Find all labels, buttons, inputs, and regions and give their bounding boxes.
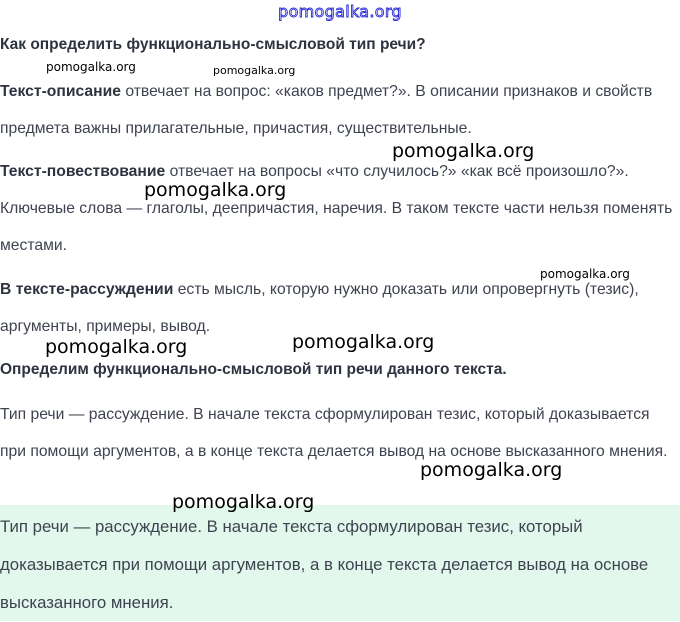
- description-term: Текст-описание: [0, 83, 121, 100]
- reasoning-text: есть мысль, которую нужно доказать или опровергнуть (тезис), аргументы, примеры, вывод.: [0, 281, 639, 335]
- watermark: pomogalka.org: [144, 179, 287, 201]
- narration-term: Текст-повествование: [0, 163, 166, 180]
- watermark: pomogalka.org: [392, 140, 535, 162]
- task-heading: Определим функционально-смысловой тип речи данного текста.: [0, 361, 507, 378]
- description-paragraph: [0, 73, 676, 147]
- watermark: pomogalka.org: [420, 459, 563, 481]
- description-text: отвечает на вопрос: «каков предмет?». В описании признаков и свойств предмета важны прилагательные, причастия, существительные.: [0, 83, 653, 137]
- answer-text: Тип речи — рассуждение. В начале текста сформулирован тезис, который доказывается при помощи аргументов, а в конце текста делается вывод на основе высказанного мнения.: [0, 517, 649, 612]
- watermark: pomogalka.org: [46, 60, 136, 74]
- narration-paragraph: [0, 153, 676, 264]
- narration-text: отвечает на вопросы «что случилось?» «как всё произошло?». Ключевые слова — глаголы, деепричастия, наречия. В таком тексте части нельзя поменять местами.: [0, 163, 673, 254]
- watermark: pomogalka.org: [172, 491, 315, 513]
- watermark: pomogalka.org: [292, 331, 435, 353]
- watermark: pomogalka.org: [45, 336, 188, 358]
- watermark: pomogalka.org: [213, 64, 296, 77]
- site-logo[interactable]: pomogalka.org: [278, 2, 402, 21]
- reasoning-term: В тексте-рассуждении: [0, 281, 174, 298]
- explanation-paragraph: Тип речи — рассуждение. В начале текста сформулирован тезис, который доказывается при помощи аргументов, а в конце текста делается вывод на основе высказанного мнения.: [0, 406, 668, 460]
- question-heading: Как определить функционально-смысловой тип речи?: [0, 36, 426, 53]
- watermark: pomogalka.org: [540, 267, 630, 281]
- answer-box: [0, 505, 680, 621]
